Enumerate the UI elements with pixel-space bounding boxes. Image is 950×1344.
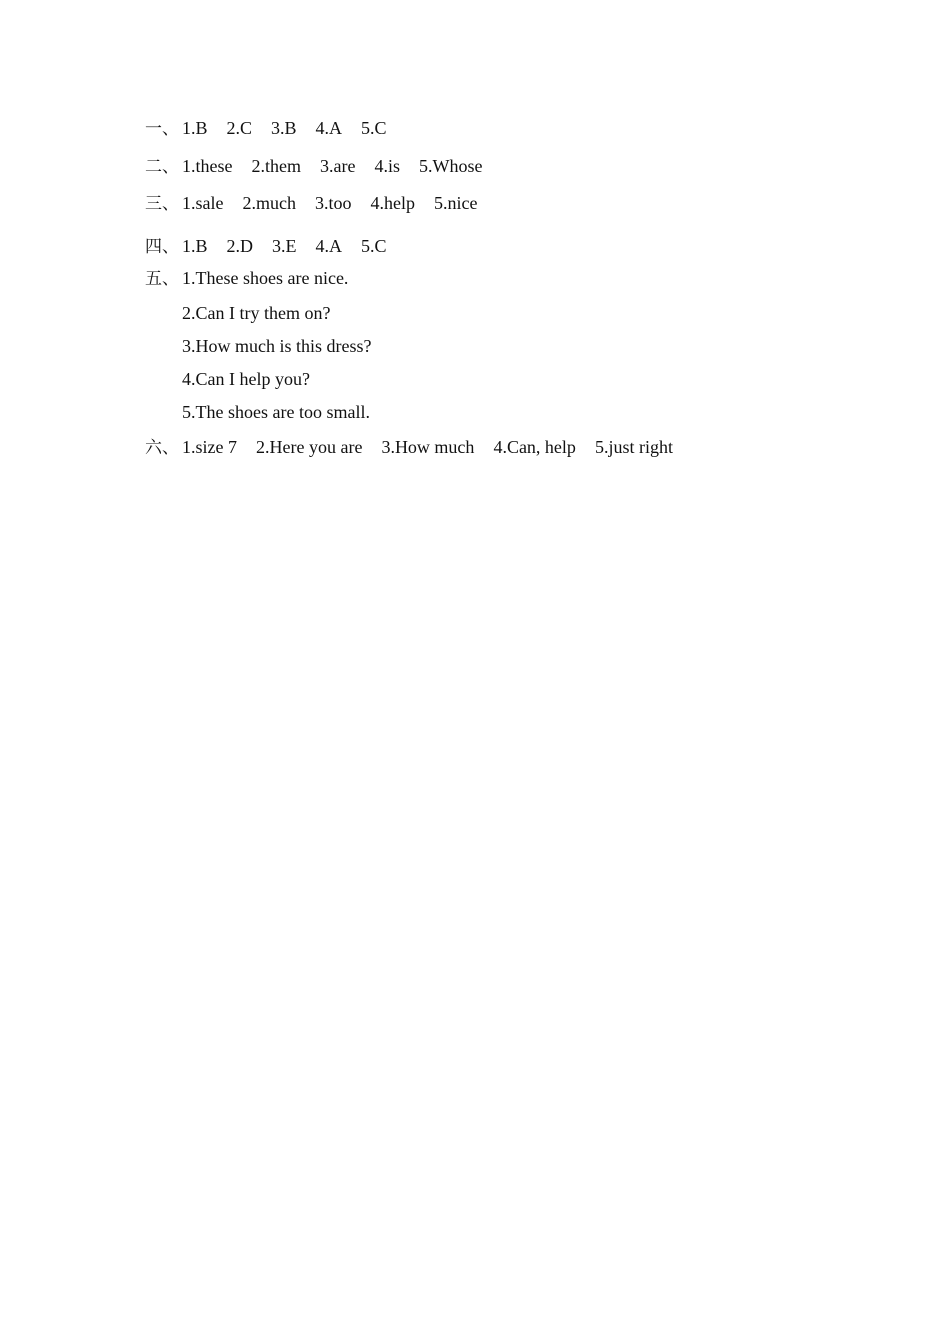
section-1-answer-5: 5.C (361, 118, 387, 138)
section-6-answer-5: 5.just right (594, 437, 673, 457)
section-1-row (145, 117, 387, 140)
section-6-answer-3: 3.How much (381, 437, 475, 457)
section-2-answer-1: 1.these (182, 156, 233, 176)
section-5-answer-1: 1.These shoes are nice. (182, 268, 349, 288)
section-6-answer-1: 1.size 7 (182, 437, 237, 457)
section-4-number: 四、 (145, 237, 179, 257)
section-6-row (145, 436, 673, 459)
section-3-answer-3: 3.too (314, 193, 352, 213)
section-1-answer-2: 2.C (226, 118, 253, 138)
section-5-row (145, 267, 348, 290)
section-1-answer-3: 3.B (271, 118, 297, 138)
section-2-answer-5: 5.Whose (418, 156, 483, 176)
section-5-number: 五、 (145, 269, 179, 289)
section-4-answer-5: 5.C (361, 236, 387, 256)
section-1-answer-4: 4.A (315, 118, 343, 138)
section-2-number: 二、 (145, 157, 179, 177)
section-4-answer-1: 1.B (182, 236, 208, 256)
section-1-number: 一、 (145, 119, 179, 139)
section-4-answer-4: 4.A (315, 236, 343, 256)
section-3-row (145, 192, 477, 215)
section-3-answer-4: 4.help (370, 193, 415, 213)
section-5-answer-3: 3.How much is this dress? (182, 336, 372, 356)
section-2-answer-3: 3.are (319, 156, 356, 176)
section-4-answer-3: 3.E (272, 236, 297, 256)
section-2-answer-4: 4.is (374, 156, 400, 176)
section-3-answer-1: 1.sale (182, 193, 224, 213)
section-6-number: 六、 (145, 438, 179, 458)
section-5-answer-2: 2.Can I try them on? (182, 303, 331, 323)
section-1-answer-1: 1.B (182, 118, 208, 138)
section-6-answer-4: 4.Can, help (493, 437, 576, 457)
section-3-answer-5: 5.nice (434, 193, 478, 213)
section-5-answer-5: 5.The shoes are too small. (182, 402, 370, 422)
section-3-number: 三、 (145, 194, 179, 214)
section-4-row (145, 235, 387, 258)
section-6-answer-2: 2.Here you are (255, 437, 363, 457)
section-3-answer-2: 2.much (242, 193, 296, 213)
section-2-answer-2: 2.them (251, 156, 301, 176)
section-2-row (145, 155, 482, 178)
section-5-answer-4: 4.Can I help you? (182, 369, 310, 389)
section-4-answer-2: 2.D (226, 236, 254, 256)
